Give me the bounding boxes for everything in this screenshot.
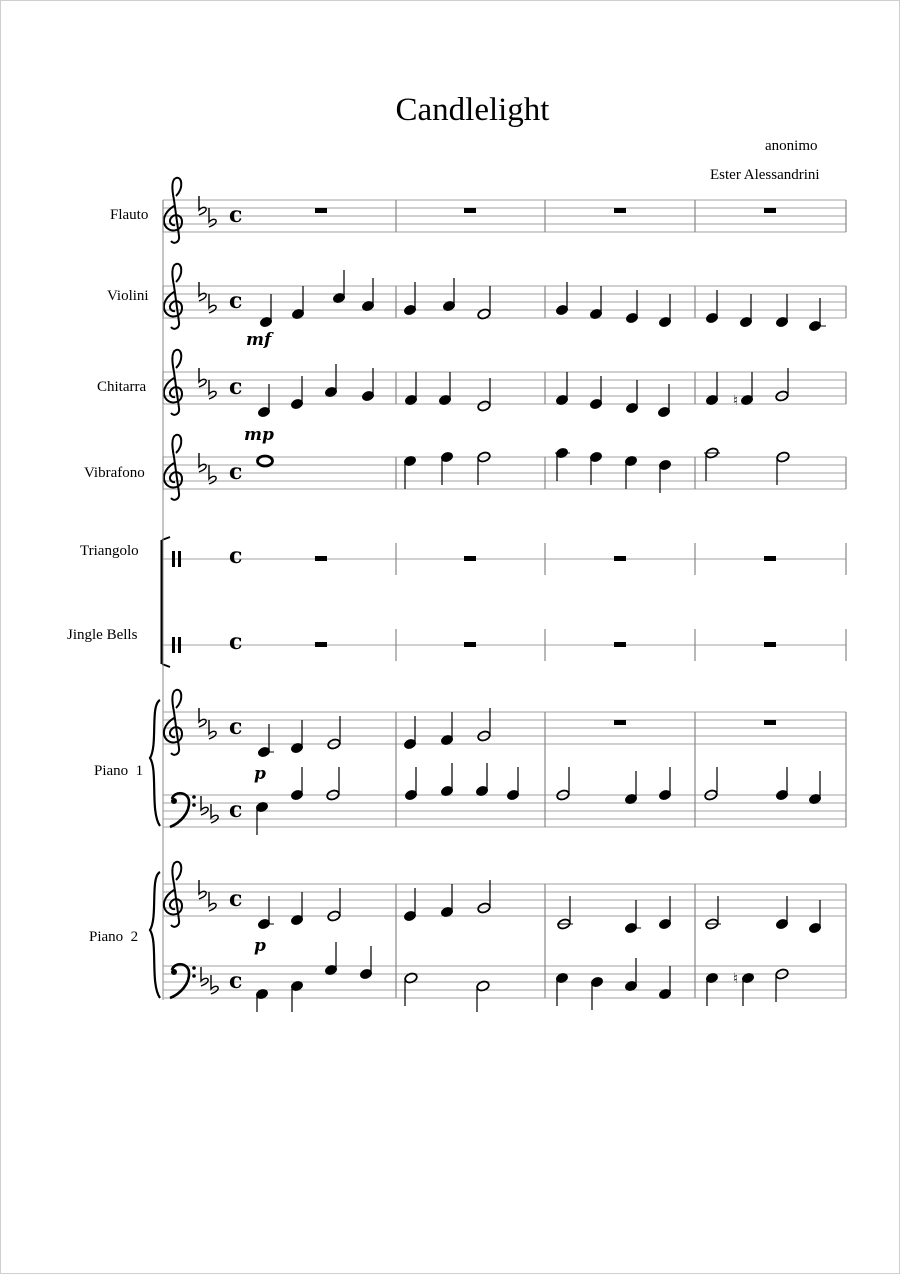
score-title: Candlelight [395, 92, 550, 128]
staff-triangolo [163, 543, 846, 575]
svg-text:c: c [229, 288, 243, 314]
instrument-label-triangolo: Triangolo [80, 543, 139, 559]
instrument-label-violini: Violini [107, 288, 149, 304]
svg-text:c: c [229, 629, 243, 655]
staff-flauto [163, 178, 846, 243]
instrument-label-chitarra: Chitarra [97, 379, 147, 395]
svg-text:c: c [229, 714, 243, 740]
svg-text:♮: ♮ [733, 393, 739, 409]
dynamic-piano-1: p [254, 764, 266, 784]
composer-credit: Ester Alessandrini [710, 167, 820, 183]
staff-chitarra [163, 350, 846, 418]
svg-text:c: c [229, 886, 243, 912]
dynamic-piano-2: p [254, 936, 266, 956]
instrument-label-vibrafono: Vibrafono [84, 465, 145, 481]
dynamic-violini: mf [246, 330, 272, 350]
instrument-label-piano-2: Piano 2 [89, 929, 139, 945]
svg-text:c: c [229, 202, 243, 228]
svg-text:c: c [229, 797, 243, 823]
instrument-label-piano-1: Piano 1 [94, 763, 144, 779]
svg-text:c: c [229, 543, 243, 569]
piano-1-staves [150, 690, 846, 835]
staff-jingle-bells [163, 629, 846, 661]
svg-text:c: c [229, 968, 243, 994]
svg-text:♮: ♮ [733, 971, 739, 987]
dynamic-chitarra: mp [244, 425, 274, 445]
lyricist-credit: anonimo [765, 138, 818, 154]
staff-violini [163, 264, 846, 332]
svg-text:c: c [229, 374, 243, 400]
instrument-label-flauto: Flauto [110, 207, 149, 223]
svg-text:c: c [229, 459, 243, 485]
instrument-label-jingle-bells: Jingle Bells [67, 627, 138, 643]
